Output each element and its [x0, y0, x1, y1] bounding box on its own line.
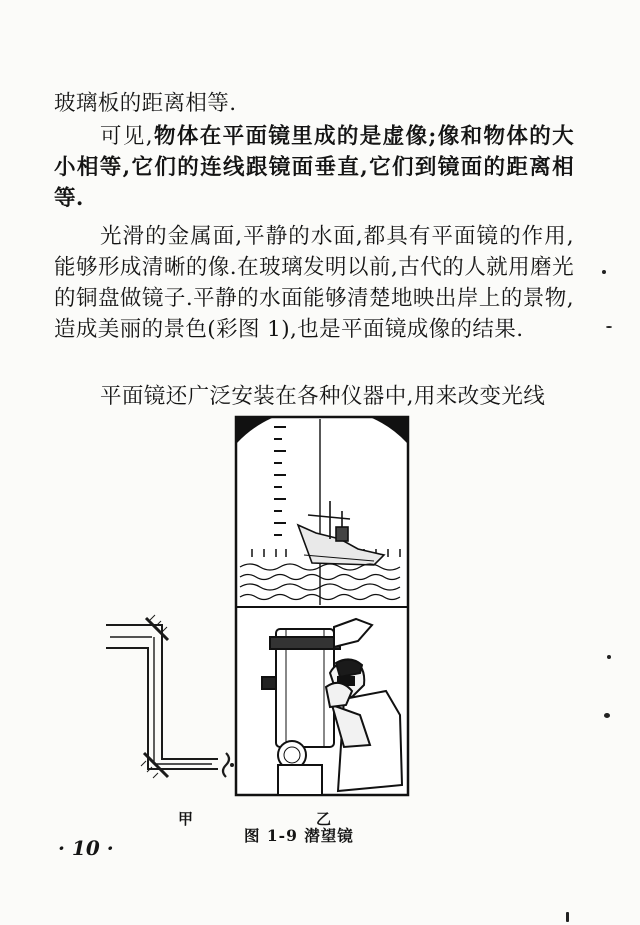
paragraph-instruments: 平面镜还广泛安装在各种仪器中,用来改变光线	[100, 384, 546, 409]
eye-icon	[223, 753, 229, 777]
paragraph-conclusion	[54, 121, 574, 214]
paragraph-metal-water-mirrors: 光滑的金属面,平静的水面,都具有平面镜的作用,能够形成清晰的像.在玻璃发明以前,古代的人就用磨光的铜盘做镜子.平静的水面能够清楚地映出岸上的景物,造成美丽的景色(彩图 1),也是平面镜成像的结果.	[54, 224, 574, 342]
scan-speck	[604, 713, 610, 718]
periscope-figure	[40, 415, 460, 815]
conclusion-intro: 可见,	[100, 124, 153, 149]
periscope-view-yi	[236, 417, 408, 795]
scan-speck	[606, 326, 612, 328]
periscope-diagram-jia	[106, 615, 234, 778]
scan-speck	[602, 270, 606, 274]
figure-label-yi: 乙	[316, 810, 332, 828]
figure-caption: 图 1-9 潜望镜	[244, 826, 354, 845]
scan-speck	[607, 655, 611, 659]
tube-outer-wall	[106, 625, 218, 759]
conclusion-bold-text: 物体在平面镜里成的是虚像;像和物体的大小相等,它们的连线跟镜面垂直,它们到镜面的距离相等.	[54, 124, 574, 211]
scan-speck	[566, 912, 569, 922]
paragraph-continuation: 玻璃板的距离相等.	[54, 91, 237, 116]
figure-label-jia: 甲	[178, 810, 194, 828]
page-number: · 10 ·	[58, 836, 114, 860]
